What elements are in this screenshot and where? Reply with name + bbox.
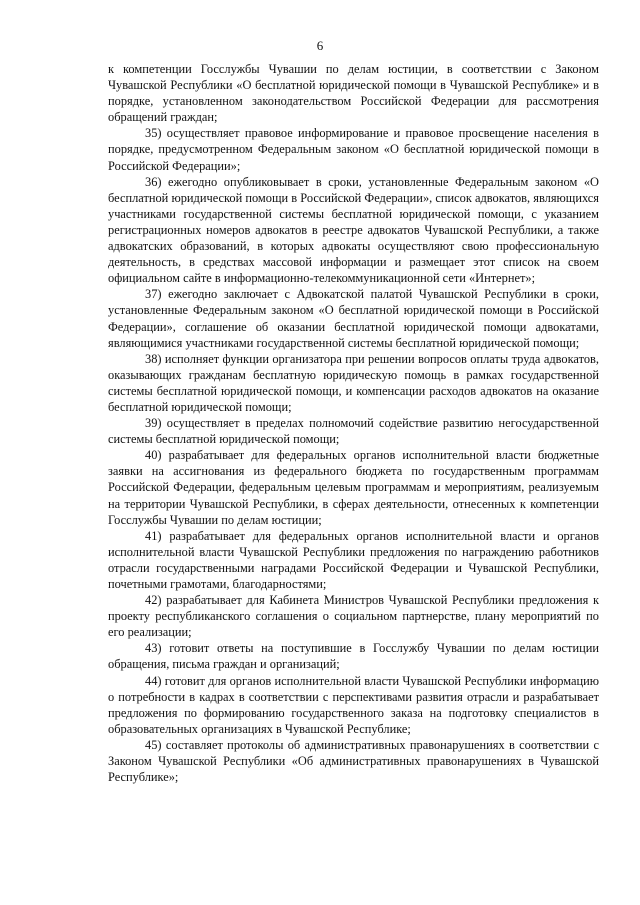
paragraph-item-39: 39) осуществляет в пределах полномочий содействие развитию негосударственной системы бесплатной юридической помощи; [108,416,599,447]
paragraph-item-36: 36) ежегодно опубликовывает в сроки, установленные Федеральным законом «О бесплатной юридической помощи в Российской Федерации», список адвокатов, являющихся участниками государственной системы бесплатной юридической помощи, с указанием регистрационных номеров адвокатов в реестре адвокатов Чувашской Республики, а также адвокатских образований, в которых адвокаты осуществляют свою профессиональную деятельность, в средствах массовой информации и размещает этот список на своем официальном сайте в информационно-телекоммуникационной сети «Интернет»; [108,174,599,286]
paragraph-item-42: 42) разрабатывает для Кабинета Министров Чувашской Республики предложения к проекту республиканского соглашения о социальном партнерстве, плану мероприятий по его реализации; [108,593,599,640]
paragraph-item-40: 40) разрабатывает для федеральных органов исполнительной власти бюджетные заявки на ассигнования из федерального бюджета по государственным программам Российской Федерации, федеральным целевым программам и мероприятиям, реализуемым на территории Чувашской Республики, в сферах деятельности, отнесенных к компетенции Госслужбы Чувашии по делам юстиции; [108,448,599,527]
page-number: 6 [316,38,324,53]
paragraph-item-38: 38) исполняет функции организатора при решении вопросов оплаты труда адвокатов, оказывающих гражданам бесплатную юридическую помощь в рамках государственной системы бесплатной юридической помощи, и компенсации расходов адвокатов на оказание бесплатной юридической помощи; [108,351,599,414]
paragraph-item-44: 44) готовит для органов исполнительной власти Чувашской Республики информацию о потребности в кадрах в соответствии с перспективами развития отрасли и разрабатывает предложения по формированию государственного заказа на подготовку специалистов в образовательных организациях в Чувашской Республике; [108,673,599,736]
paragraph-item-35: 35) осуществляет правовое информирование и правовое просвещение населения в порядке, предусмотренном Федеральным законом «О бесплатной юридической помощи в Российской Федерации»; [108,126,599,173]
paragraph-item-37: 37) ежегодно заключает с Адвокатской палатой Чувашской Республики в сроки, установленные Федеральным законом «О бесплатной юридической помощи в Российской Федерации», соглашение об оказании бесплатной юридической помощи адвокатами, являющимися участниками государственной системы бесплатной юридической помощи; [108,287,599,350]
paragraph-item-45: 45) составляет протоколы об административных правонарушениях в соответствии с Законом Чувашской Республики «Об административных правонарушениях в Чувашской Республике»; [108,737,599,785]
paragraph-item-43: 43) готовит ответы на поступившие в Госслужбу Чувашии по делам юстиции обращения, письма граждан и организаций; [108,641,599,672]
paragraph-continuation: к компетенции Госслужбы Чувашии по делам юстиции, в соответствии с Законом Чувашской Республики «О бесплатной юридической помощи в Чувашской Республике» и в порядке, установленном законодательством Российской Федерации для рассмотрения обращений граждан; [108,62,599,125]
paragraph-item-41: 41) разрабатывает для федеральных органов исполнительной власти и органов исполнительной власти Чувашской Республики предложения по награждению работников отрасли государственными наградами Российской Федерации и Чувашской Республики, почетными грамотами, благодарностями; [108,528,599,591]
document-body [108,61,599,785]
